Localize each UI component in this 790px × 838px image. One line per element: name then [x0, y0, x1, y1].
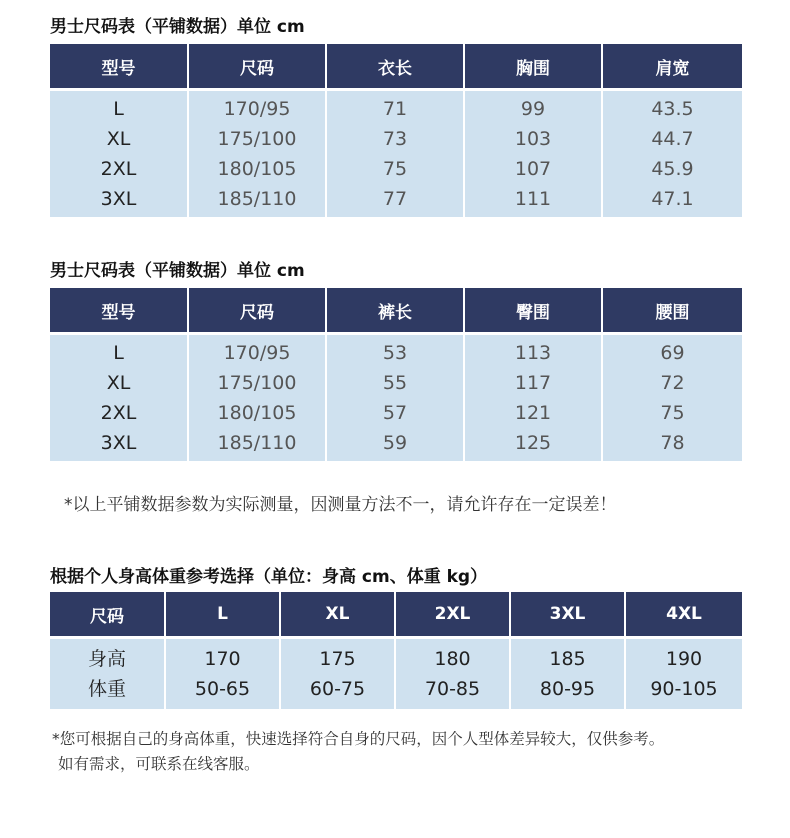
table-cell: 2XL: [100, 158, 137, 180]
table-body-row: [50, 638, 742, 710]
pants-size-table: [50, 288, 742, 461]
pants-length-column: [326, 334, 464, 462]
size-column: [188, 334, 326, 462]
size-4xl-column: [625, 638, 742, 710]
size-l-column: [165, 638, 280, 710]
table-cell: 175/100: [217, 372, 297, 394]
header-cell: 臀围: [464, 288, 602, 334]
shoulder-column: [602, 90, 742, 218]
reference-title: 根据个人身高体重参考选择（单位：身高 cm、体重 kg）: [50, 567, 488, 587]
header-cell: 胸围: [464, 44, 602, 90]
header-cell: 衣长: [326, 44, 464, 90]
header-cell: XL: [280, 592, 395, 638]
table-cell: 75: [382, 158, 408, 180]
top-size-table: [50, 44, 742, 217]
table-cell: 77: [382, 188, 408, 210]
table-cell: 2XL: [100, 402, 137, 424]
length-column: [326, 90, 464, 218]
label-column: [50, 638, 165, 710]
table-cell: 113: [514, 342, 552, 364]
table-header-row: [50, 592, 742, 638]
table-cell: L: [113, 98, 124, 120]
header-cell: 型号: [50, 288, 188, 334]
header-cell: 2XL: [395, 592, 510, 638]
table-cell: 60-75: [309, 678, 366, 700]
table-cell: L: [113, 342, 124, 364]
table-cell: 170: [204, 648, 241, 670]
header-cell: 尺码: [188, 44, 326, 90]
table-cell: 59: [382, 432, 408, 454]
header-cell: 4XL: [625, 592, 742, 638]
reference-note-line1: *您可根据自己的身高体重，快速选择符合自身的尺码，因个人型体差异较大，仅供参考。: [52, 730, 665, 748]
measurement-note: *以上平铺数据参数为实际测量，因测量方法不一，请允许存在一定误差！: [64, 495, 617, 515]
table-cell: 47.1: [651, 188, 694, 210]
header-cell: 尺码: [50, 592, 165, 638]
table-cell: 125: [514, 432, 552, 454]
waist-column: [602, 334, 742, 462]
height-weight-table: [50, 592, 742, 709]
table-cell: 71: [382, 98, 408, 120]
table-cell: 50-65: [194, 678, 251, 700]
table-cell: 80-95: [539, 678, 596, 700]
table-header-row: [50, 44, 742, 90]
table-cell: 73: [382, 128, 408, 150]
table-cell: 185: [549, 648, 586, 670]
chest-column: [464, 90, 602, 218]
table-cell: 117: [514, 372, 552, 394]
header-cell: 尺码: [188, 288, 326, 334]
table1-title: 男士尺码表（平铺数据）单位 cm: [50, 17, 305, 37]
table-cell: 43.5: [651, 98, 694, 120]
table-cell: 78: [660, 432, 685, 454]
table-cell: 121: [514, 402, 552, 424]
table-body-row: [50, 334, 742, 462]
table-cell: 185/110: [217, 188, 297, 210]
table-cell: 体重: [87, 678, 126, 700]
table-cell: XL: [106, 372, 131, 394]
table-cell: 53: [382, 342, 408, 364]
table-cell: 3XL: [100, 188, 137, 210]
header-cell: 裤长: [326, 288, 464, 334]
hip-column: [464, 334, 602, 462]
table-cell: 170/95: [223, 342, 291, 364]
table-cell: 3XL: [100, 432, 137, 454]
size-3xl-column: [510, 638, 625, 710]
header-cell: 肩宽: [602, 44, 742, 90]
table-cell: 72: [660, 372, 685, 394]
table-cell: 185/110: [217, 432, 297, 454]
header-cell: L: [165, 592, 280, 638]
table-cell: 103: [514, 128, 552, 150]
table-cell: 175/100: [217, 128, 297, 150]
table-cell: XL: [106, 128, 131, 150]
model-column: [50, 334, 188, 462]
size-xl-column: [280, 638, 395, 710]
table-cell: 170/95: [223, 98, 291, 120]
table-cell: 99: [520, 98, 546, 120]
size-2xl-column: [395, 638, 510, 710]
table-cell: 69: [660, 342, 685, 364]
table-cell: 55: [382, 372, 408, 394]
table-cell: 70-85: [424, 678, 481, 700]
table-cell: 180: [434, 648, 471, 670]
table-cell: 175: [319, 648, 356, 670]
table-cell: 57: [382, 402, 408, 424]
table-cell: 75: [660, 402, 685, 424]
table-cell: 44.7: [651, 128, 694, 150]
table-cell: 身高: [87, 648, 126, 670]
table-cell: 180/105: [217, 158, 297, 180]
table2-title: 男士尺码表（平铺数据）单位 cm: [50, 261, 305, 281]
table-header-row: [50, 288, 742, 334]
table-cell: 90-105: [650, 678, 718, 700]
header-cell: 3XL: [510, 592, 625, 638]
table-cell: 111: [514, 188, 552, 210]
header-cell: 型号: [50, 44, 188, 90]
table-cell: 180/105: [217, 402, 297, 424]
reference-note-line2: 如有需求，可联系在线客服。: [58, 755, 260, 773]
header-cell: 腰围: [602, 288, 742, 334]
table-cell: 190: [665, 648, 703, 670]
size-column: [188, 90, 326, 218]
table-body-row: [50, 90, 742, 218]
table-cell: 45.9: [651, 158, 694, 180]
model-column: [50, 90, 188, 218]
table-cell: 107: [514, 158, 552, 180]
